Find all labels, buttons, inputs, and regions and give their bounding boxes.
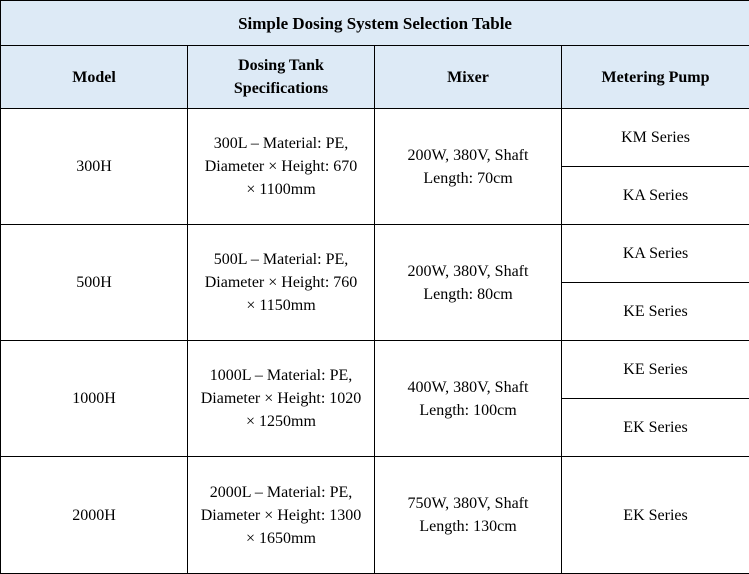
tank-line: Diameter × Height: 760 <box>205 274 358 291</box>
pump-cell: KM Series <box>562 109 749 167</box>
tank-line: Diameter × Height: 670 <box>205 158 358 175</box>
mixer-line: 750W, 380V, Shaft <box>408 495 529 512</box>
tank-line: × 1150mm <box>246 297 315 314</box>
mixer-cell <box>375 225 562 341</box>
mixer-line: Length: 70cm <box>423 170 512 187</box>
header-tank-line2: Specifications <box>234 80 328 97</box>
tank-line: × 1100mm <box>246 181 315 198</box>
mixer-cell <box>375 109 562 225</box>
pump-cell: KA Series <box>562 225 749 283</box>
mixer-line: Length: 100cm <box>419 402 516 419</box>
tank-line: 2000L – Material: PE, <box>210 484 353 501</box>
mixer-cell <box>375 341 562 457</box>
mixer-line: 200W, 380V, Shaft <box>408 147 529 164</box>
header-tank-line1: Dosing Tank <box>238 57 324 74</box>
pump-cell: EK Series <box>562 457 749 574</box>
mixer-line: Length: 130cm <box>419 518 516 535</box>
mixer-cell <box>375 457 562 574</box>
tank-cell <box>188 109 375 225</box>
pump-cell: KA Series <box>562 167 749 225</box>
mixer-line: 200W, 380V, Shaft <box>408 263 529 280</box>
table-row <box>1 109 749 167</box>
model-cell: 1000H <box>1 341 188 457</box>
tank-line: × 1650mm <box>246 530 316 547</box>
tank-line: Diameter × Height: 1020 <box>201 390 362 407</box>
tank-line: 300L – Material: PE, <box>214 135 349 152</box>
mixer-line: Length: 80cm <box>423 286 512 303</box>
table-title: Simple Dosing System Selection Table <box>1 1 749 46</box>
pump-cell: KE Series <box>562 341 749 399</box>
tank-line: 1000L – Material: PE, <box>210 367 353 384</box>
pump-cell: KE Series <box>562 283 749 341</box>
header-model: Model <box>1 46 188 109</box>
model-cell: 2000H <box>1 457 188 574</box>
table-row <box>1 457 749 574</box>
table-row <box>1 225 749 283</box>
tank-cell <box>188 457 375 574</box>
tank-line: × 1250mm <box>246 413 316 430</box>
model-cell: 500H <box>1 225 188 341</box>
header-pump: Metering Pump <box>562 46 749 109</box>
tank-cell <box>188 341 375 457</box>
mixer-line: 400W, 380V, Shaft <box>408 379 529 396</box>
table-row <box>1 341 749 399</box>
header-tank <box>188 46 375 109</box>
tank-cell <box>188 225 375 341</box>
tank-line: Diameter × Height: 1300 <box>201 507 362 524</box>
pump-cell: EK Series <box>562 399 749 457</box>
header-mixer: Mixer <box>375 46 562 109</box>
tank-line: 500L – Material: PE, <box>214 251 349 268</box>
model-cell: 300H <box>1 109 188 225</box>
